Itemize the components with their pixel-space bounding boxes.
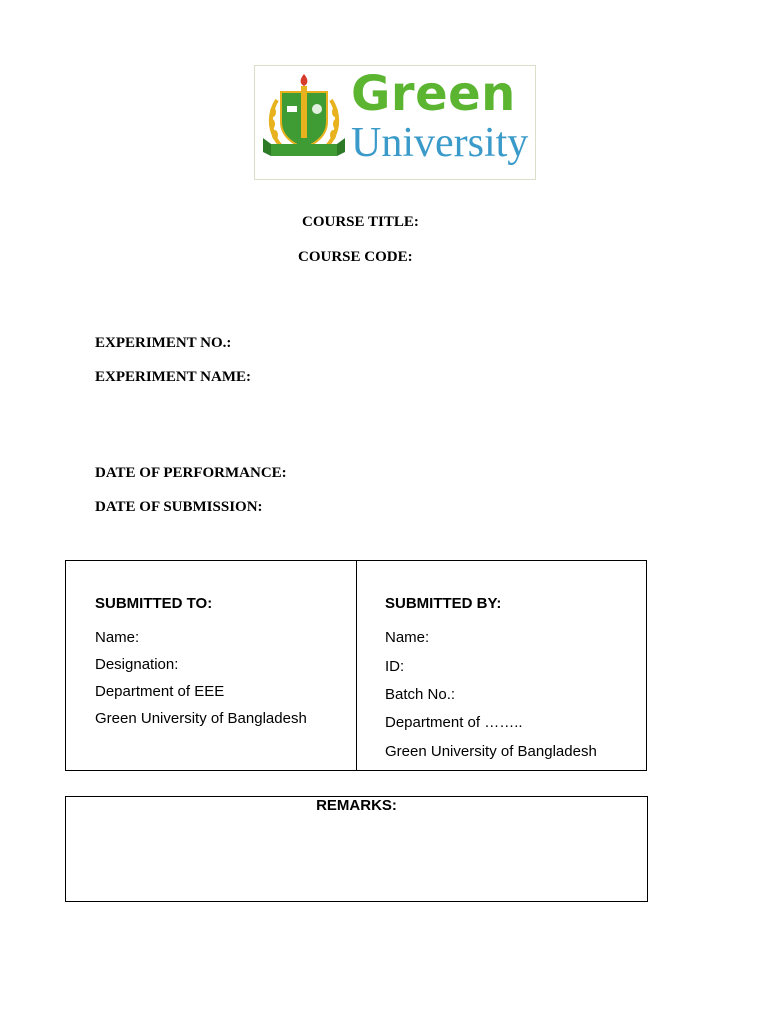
submitted-to-department: Department of EEE	[95, 683, 225, 700]
submitted-by-department: Department of ……..	[385, 714, 523, 731]
date-of-submission-label: DATE OF SUBMISSION:	[95, 499, 263, 515]
university-emblem-icon	[263, 72, 345, 168]
remarks-heading: REMARKS:	[316, 797, 397, 814]
submitted-to-heading: SUBMITTED TO:	[95, 595, 213, 612]
course-title-label: COURSE TITLE:	[302, 214, 419, 230]
experiment-name-label: EXPERIMENT NAME:	[95, 369, 251, 385]
submitted-by-name: Name:	[385, 629, 430, 646]
submitted-by-id: ID:	[385, 658, 405, 675]
course-code-label: COURSE CODE:	[298, 249, 413, 265]
submitted-by-university: Green University of Bangladesh	[385, 743, 597, 760]
university-logo	[254, 65, 536, 180]
submitted-to-university: Green University of Bangladesh	[95, 710, 307, 727]
experiment-no-label: EXPERIMENT NO.:	[95, 335, 232, 351]
submitted-to-name: Name:	[95, 629, 140, 646]
logo-word-university: University	[351, 120, 529, 166]
logo-word-green: Green	[351, 66, 516, 122]
submitted-by-batch: Batch No.:	[385, 686, 456, 703]
table-divider	[356, 561, 357, 770]
remarks-box	[65, 796, 648, 902]
submitted-by-heading: SUBMITTED BY:	[385, 595, 502, 612]
date-of-performance-label: DATE OF PERFORMANCE:	[95, 465, 287, 481]
submission-table	[65, 560, 647, 771]
submitted-to-designation: Designation:	[95, 656, 179, 673]
